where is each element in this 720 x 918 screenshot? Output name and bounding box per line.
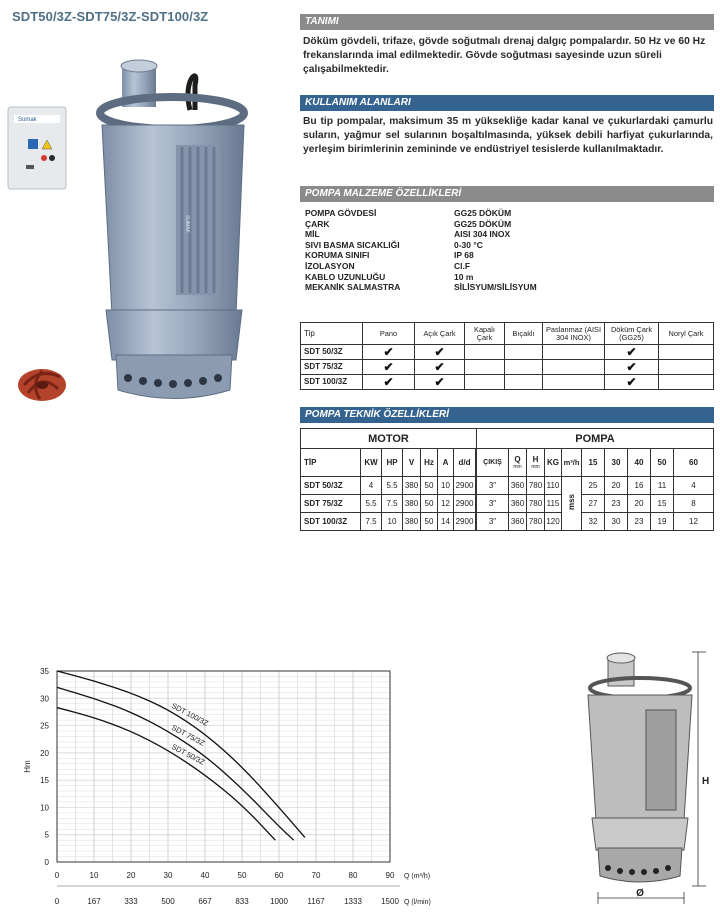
page-title: SDT50/3Z-SDT75/3Z-SDT100/3Z xyxy=(12,9,209,24)
mss-label: mss xyxy=(567,494,576,511)
impeller-image xyxy=(18,369,66,401)
x2-tick-label: 833 xyxy=(235,897,249,906)
x-tick-label: 0 xyxy=(54,871,60,880)
material-row: MİL AISI 304 INOX xyxy=(305,229,511,240)
x2-tick-label: 1333 xyxy=(344,897,362,906)
check-mark-icon: ✔ xyxy=(415,375,465,390)
tech-row: SDT 75/3Z 5.5 7.5 380 50 12 2900 3" 360 780 115 27 23 20 15 8 xyxy=(301,495,714,513)
check-mark-icon: ✔ xyxy=(363,360,415,375)
x-tick-label: 50 xyxy=(237,871,247,880)
check-mark-icon: ✔ xyxy=(605,360,659,375)
material-row: POMPA GÖVDESİ GG25 DÖKÜM xyxy=(305,208,512,218)
y-tick-label: 25 xyxy=(40,721,49,731)
dimension-drawing xyxy=(560,640,720,910)
x2-axis-label: Q (l/min) xyxy=(404,899,431,906)
x-tick-label: 30 xyxy=(163,871,173,880)
check-mark-icon: ✔ xyxy=(605,375,659,390)
material-row: İZOLASYON Cl.F xyxy=(305,260,471,271)
feature-table xyxy=(300,322,714,390)
section-kullanim-heading: KULLANIM ALANLARI xyxy=(300,95,714,111)
x2-tick-label: 333 xyxy=(124,897,138,906)
feature-row: SDT 100/3Z ✔ ✔ ✔ xyxy=(301,375,714,390)
y-tick-label: 5 xyxy=(44,830,49,840)
material-row: ÇARK GG25 DÖKÜM xyxy=(305,218,512,229)
y-tick-label: 15 xyxy=(40,776,49,786)
control-box-brand: Sumak xyxy=(18,117,37,123)
feature-row: SDT 75/3Z ✔ ✔ ✔ xyxy=(301,360,714,375)
tech-row: SDT 100/3Z 7.5 10 380 50 14 2900 3" 360 780 120 32 30 23 19 12 xyxy=(301,513,714,531)
section-malzeme-heading: POMPA MALZEME ÖZELLİKLERİ xyxy=(300,186,714,202)
dimension-height-label: H xyxy=(702,776,710,787)
x-tick-label: 40 xyxy=(200,871,210,880)
check-mark-icon: ✔ xyxy=(363,375,415,390)
y-tick-label: 10 xyxy=(40,803,49,813)
x2-tick-label: 0 xyxy=(54,897,60,906)
y-tick-label: 30 xyxy=(40,694,49,704)
x-tick-label: 60 xyxy=(274,871,284,880)
x2-tick-label: 1000 xyxy=(270,897,288,906)
x2-tick-label: 1167 xyxy=(307,897,325,906)
series-label: SDT 100/3Z xyxy=(170,701,210,728)
x-tick-label: 80 xyxy=(348,871,358,880)
y-tick-label: 20 xyxy=(40,748,49,758)
body-brand: SUMAK xyxy=(184,215,190,233)
series-label: SDT 75/3Z xyxy=(170,722,207,748)
pompa-group-header: POMPA xyxy=(477,429,714,449)
check-mark-icon: ✔ xyxy=(605,345,659,360)
material-row: MEKANİK SALMASTRA SİLİSYUM/SİLİSYUM xyxy=(305,282,537,293)
tech-row: SDT 50/3Z 4 5.5 380 50 10 2900 3" 360 780 110 mss 25 20 16 11 4 xyxy=(301,477,714,495)
x2-tick-label: 167 xyxy=(87,897,101,906)
performance-chart xyxy=(0,655,450,913)
material-row: KABLO UZUNLUĞU 10 m xyxy=(305,271,474,282)
control-box xyxy=(8,107,66,189)
pump-photo xyxy=(0,55,290,415)
section-tanimi-heading: TANIMI xyxy=(300,14,714,30)
y-axis-label: Hm xyxy=(23,760,32,773)
section-tanimi-text: Döküm gövdeli, trifaze, gövde soğutmalı drenaj dalgıç pompalardır. 50 Hz ve 60 Hz frekanslarında imal edilmektedir. Gövde soğutması sayesinde uzun süreli çalışabilmektedir. xyxy=(303,36,706,75)
y-tick-label: 35 xyxy=(40,667,49,676)
section-teknik-heading: POMPA TEKNİK ÖZELLİKLERİ xyxy=(300,407,714,423)
x2-tick-label: 667 xyxy=(198,897,212,906)
x-tick-label: 10 xyxy=(89,871,99,880)
check-mark-icon: ✔ xyxy=(415,345,465,360)
motor-group-header: MOTOR xyxy=(301,429,477,449)
section-kullanim-text: Bu tip pompalar, maksimum 35 m yüksekliğe kadar kanal ve çukurlardaki çamurlu suların, yağmur sel sularının boşaltılmasında, yüksek debili harfiyat çukurlarında, yerleşim birimlerinin zemininde ve endüstriyel tesislerde kullanılmaktadır. xyxy=(303,116,713,155)
series-line xyxy=(57,708,275,841)
x-tick-label: 70 xyxy=(311,871,321,880)
dimension-diameter-label: Ø xyxy=(636,888,644,899)
x2-tick-label: 500 xyxy=(161,897,175,906)
feature-table-header: Tip Pano Açık Çark Kapalı Çark Bıçaklı Paslanmaz (AISI 304 INOX) Döküm Çark (GG25) Noryl Çark xyxy=(301,323,714,345)
feature-row: SDT 50/3Z ✔ ✔ ✔ xyxy=(301,345,714,360)
x-axis-label: Q (m³/h) xyxy=(404,873,431,880)
tech-table-header: TİP KW HP V Hz A d/d ÇIKIŞ Q mm H mm KG m³/h 15 30 40 50 60 xyxy=(301,449,714,477)
check-mark-icon: ✔ xyxy=(363,345,415,360)
tech-table xyxy=(300,428,714,531)
material-row: SIVI BASMA SICAKLIĞI 0-30 °C xyxy=(305,239,483,250)
x-tick-label: 20 xyxy=(126,871,136,880)
check-mark-icon: ✔ xyxy=(415,360,465,375)
x2-tick-label: 1500 xyxy=(381,897,399,906)
x-tick-label: 90 xyxy=(385,871,395,880)
y-tick-label: 0 xyxy=(44,858,49,867)
material-list xyxy=(305,208,635,293)
series-label: SDT 50/3Z xyxy=(170,741,207,767)
material-row: KORUMA SINIFI IP 68 xyxy=(305,250,474,261)
